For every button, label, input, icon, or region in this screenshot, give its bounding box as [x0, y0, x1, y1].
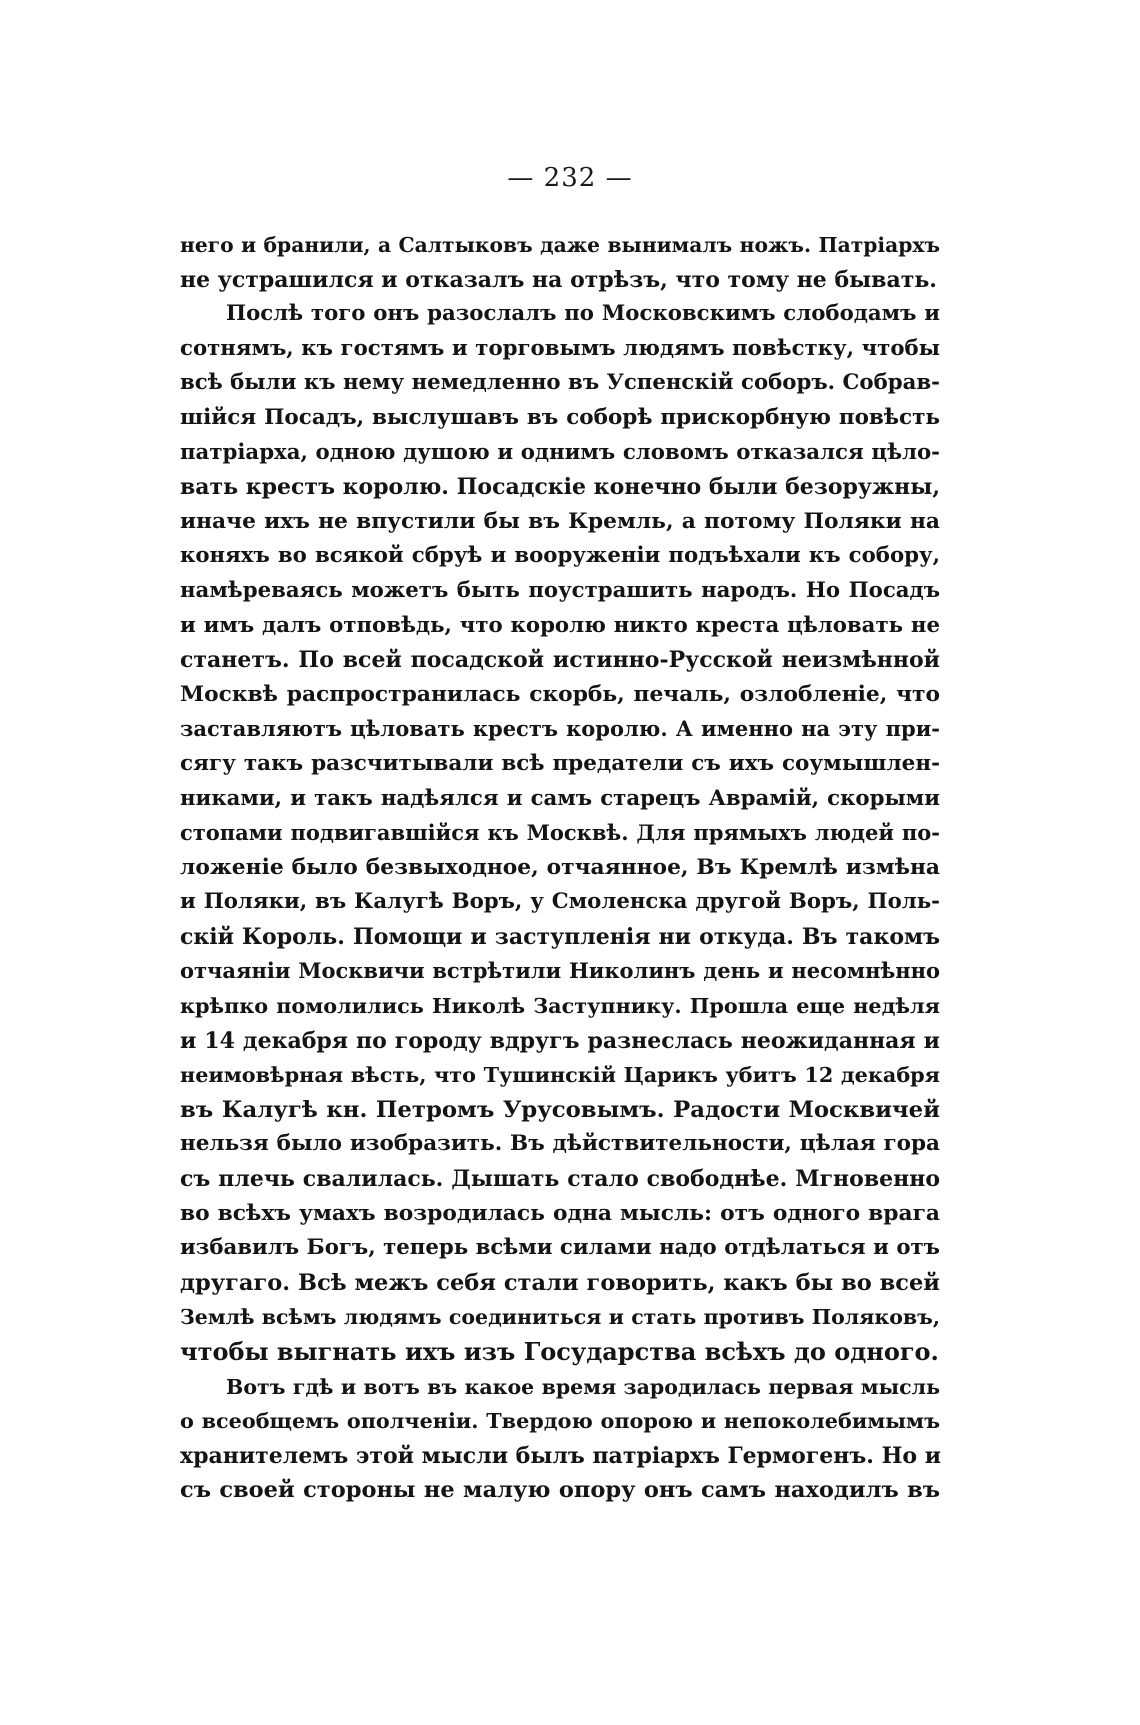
text-line: нельзя было изобразить. Въ дѣйствительности, цѣлая гора [180, 1131, 940, 1157]
text-line: съ своей стороны не малую опору онъ самъ находилъ въ [180, 1477, 940, 1504]
text-line: станетъ. По всей посадской истинно-Русской неизмѣнной [180, 647, 940, 674]
text-line: другаго. Всѣ межъ себя стали говорить, какъ бы во всей [180, 1269, 940, 1296]
text-line: чтобы выгнать ихъ изъ Государства всѣхъ до одного. [180, 1337, 939, 1366]
text-line: заставляютъ цѣловать крестъ королю. А именно на эту при- [180, 716, 940, 742]
text-line: намѣреваясь можетъ быть поустрашить народъ. Но Посадъ [180, 577, 940, 603]
text-line: сягу такъ разсчитывали всѣ предатели съ ихъ соумышлен- [180, 750, 940, 776]
text-line: не устрашился и отказалъ на отрѣзъ, что тому не бывать. [180, 266, 937, 293]
text-line: Послѣ того онъ разослалъ по Московскимъ слободамъ и [226, 301, 940, 327]
text-line: и 14 декабря по городу вдругъ разнеслась неожиданная и [180, 1027, 940, 1054]
text-line: коняхъ во всякой сбруѣ и вооруженіи подъѣхали къ собору, [180, 543, 940, 569]
text-line: во всѣхъ умахъ возродилась одна мысль: отъ одного врага [180, 1200, 940, 1226]
text-line: Москвѣ распространилась скорбь, печаль, озлобленіе, что [180, 681, 940, 707]
text-line: шійся Посадъ, выслушавъ въ соборѣ прискорбную повѣсть [180, 404, 940, 430]
text-line: скій Король. Помощи и заступленія ни откуда. Въ такомъ [180, 923, 940, 950]
body-text [180, 228, 940, 1508]
text-line: неимовѣрная вѣсть, что Тушинскій Царикъ убитъ 12 декабря [180, 1063, 940, 1088]
text-line: въ Калугѣ кн. Петромъ Урусовымъ. Радости Москвичей [180, 1096, 940, 1123]
text-line: вать крестъ королю. Посадскіе конечно были безоружны, [180, 474, 940, 501]
page-number: — 232 — [507, 163, 633, 193]
text-line: о всеобщемъ ополченіи. Твердою опорою и непоколебимымъ [180, 1409, 940, 1434]
text-line: всѣ были къ нему немедленно въ Успенскій соборъ. Собрав- [180, 370, 940, 396]
text-line: хранителемъ этой мысли былъ патріархъ Гермогенъ. Но и [180, 1442, 942, 1469]
paragraph-1 [180, 228, 940, 297]
text-line: патріарха, одною душою и однимъ словомъ отказался цѣло- [180, 439, 940, 465]
text-line: сотнямъ, къ гостямъ и торговымъ людямъ повѣстку, чтобы [180, 335, 940, 361]
text-line: никами, и такъ надѣялся и самъ старецъ Аврамій, скорыми [180, 785, 940, 811]
text-line: него и бранили, а Салтыковъ даже вынималъ ножъ. Патріархъ [180, 233, 940, 257]
text-line: и Поляки, въ Калугѣ Воръ, у Смоленска другой Воръ, Поль- [180, 889, 940, 915]
text-line: ложеніе было безвыходное, отчаянное, Въ Кремлѣ измѣна [180, 854, 940, 880]
text-line: иначе ихъ не впустили бы въ Кремль, а потому Поляки на [180, 508, 940, 534]
text-line: съ плечь свалилась. Дышать стало свободнѣе. Мгновенно [180, 1166, 940, 1193]
text-line: стопами подвигавшійся къ Москвѣ. Для прямыхъ людей по- [180, 820, 940, 846]
paragraph-3 [180, 1370, 940, 1508]
text-line: и имъ далъ отповѣдь, что королю никто креста цѣловать не [180, 612, 940, 638]
text-line: избавилъ Богъ, теперь всѣми силами надо отдѣлаться и отъ [180, 1235, 940, 1261]
paragraph-2 [180, 297, 940, 1369]
text-line: крѣпко помолились Николѣ Заступнику. Прошла еще недѣля [180, 994, 940, 1019]
text-line: Землѣ всѣмъ людямъ соединиться и стать противъ Поляковъ, [180, 1305, 940, 1330]
text-line: Вотъ гдѣ и вотъ въ какое время зародилась первая мысль [226, 1374, 940, 1399]
text-line: отчаяніи Москвичи встрѣтили Николинъ день и несомнѣнно [180, 958, 940, 984]
